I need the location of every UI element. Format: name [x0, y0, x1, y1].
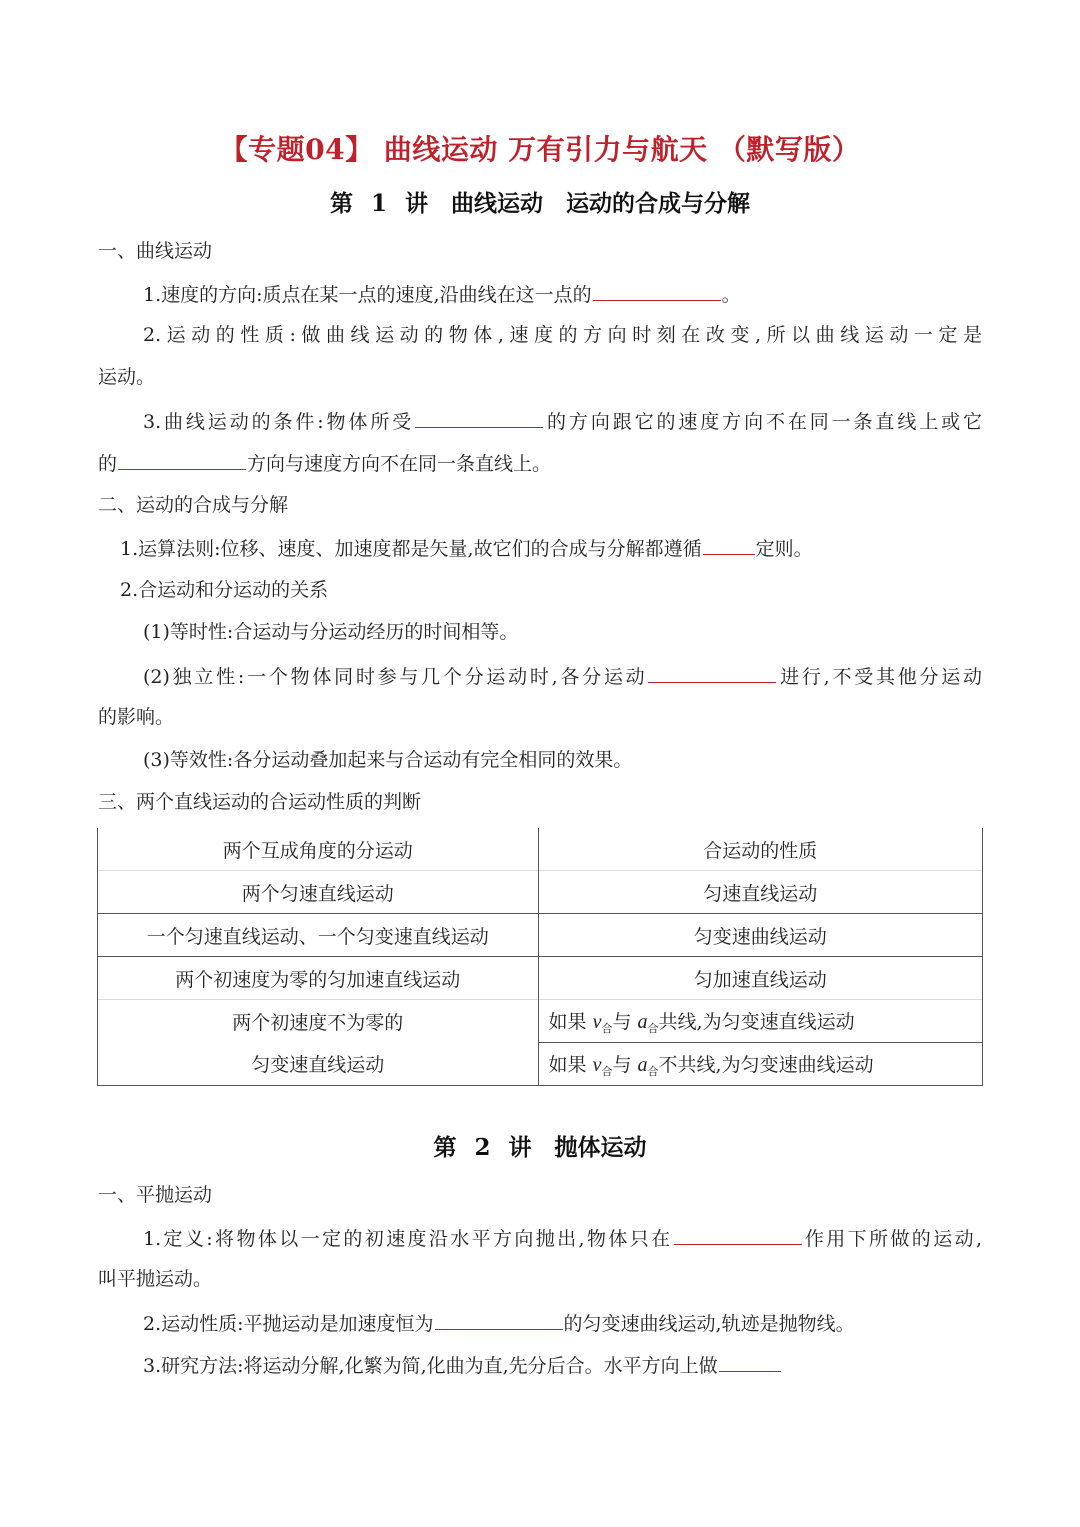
fill-blank[interactable]	[648, 660, 776, 683]
table-row	[98, 871, 983, 914]
table-cell: 匀速直线运动	[538, 871, 982, 914]
section-heading-curve-motion: 一、曲线运动	[98, 240, 213, 262]
table-cell: 两个初速度为零的匀加速直线运动	[98, 957, 539, 1000]
item-motion-nature-line1: 2.运动的性质:做曲线运动的物体,速度的方向时刻在改变,所以曲线运动一定是	[143, 324, 982, 346]
table-header-cell: 两个互成角度的分运动	[98, 828, 539, 871]
table-header-row	[98, 828, 983, 871]
fill-blank[interactable]	[674, 1222, 802, 1245]
item-relation: 2.合运动和分运动的关系	[120, 579, 329, 601]
section-heading-projectile: 一、平抛运动	[98, 1184, 213, 1206]
lecture2-title: 第 2 讲 抛体运动	[433, 1134, 647, 1161]
item-velocity-direction: 1.速度的方向:质点在某一点的速度,沿曲线在这一点的 。	[98, 278, 982, 310]
fill-blank[interactable]	[415, 405, 543, 428]
item-curve-condition-line2: 的 方向与速度方向不在同一条直线上。	[98, 447, 982, 479]
item-motion-property: 2.运动性质:平抛运动是加速度恒为 的匀变速曲线运动,轨迹是抛物线。	[98, 1307, 982, 1339]
table-row	[98, 914, 983, 957]
section-heading-composition: 二、运动的合成与分解	[98, 494, 289, 516]
table-cell: 如果 $v_合$与 $a_合$共线,为匀变速直线运动	[538, 1000, 982, 1043]
table-cell: 两个匀速直线运动	[98, 871, 539, 914]
sub-item-independence-line2: 的影响。	[98, 706, 175, 728]
table-row	[98, 957, 983, 1000]
item-definition-line2: 叫平抛运动。	[98, 1268, 213, 1290]
table-cell: 两个初速度不为零的	[98, 1000, 539, 1043]
table-row	[98, 1000, 983, 1043]
fill-blank[interactable]	[719, 1349, 781, 1372]
fill-blank[interactable]	[118, 447, 246, 470]
table-cell: 如果 $v_合$与 $a_合$不共线,为匀变速曲线运动	[538, 1043, 982, 1086]
item-definition-line1: 1.定义:将物体以一定的初速度沿水平方向抛出,物体只在 作用下所做的运动,	[98, 1222, 982, 1254]
table-cell: 匀变速曲线运动	[538, 914, 982, 957]
judgement-table	[97, 828, 983, 1086]
lecture1-title: 第 1 讲 曲线运动 运动的合成与分解	[329, 190, 751, 217]
sub-item-simultaneity: (1)等时性:合运动与分运动经历的时间相等。	[143, 621, 519, 643]
table-cell: 一个匀速直线运动、一个匀变速直线运动	[98, 914, 539, 957]
table-cell: 匀加速直线运动	[538, 957, 982, 1000]
fill-blank[interactable]	[703, 532, 755, 555]
item-curve-condition-line1: 3.曲线运动的条件:物体所受 的方向跟它的速度方向不在同一条直线上或它	[98, 405, 982, 437]
document-title: 【专题04】 曲线运动 万有引力与航天 （默写版）	[219, 133, 861, 166]
sub-item-independence-line1: (2)独立性:一个物体同时参与几个分运动时,各分运动 进行,不受其他分运动	[98, 660, 982, 692]
item-research-method: 3.研究方法:将运动分解,化繁为简,化曲为直,先分后合。水平方向上做	[98, 1349, 982, 1381]
table-row	[98, 1043, 983, 1086]
fill-blank[interactable]	[435, 1307, 563, 1330]
sub-item-equivalence: (3)等效性:各分运动叠加起来与合运动有完全相同的效果。	[143, 749, 633, 771]
item-operation-rule: 1.运算法则:位移、速度、加速度都是矢量,故它们的合成与分解都遵循 定则。	[98, 532, 982, 564]
table-cell: 匀变速直线运动	[98, 1043, 539, 1086]
section-heading-judgement: 三、两个直线运动的合运动性质的判断	[98, 791, 422, 813]
item-motion-nature-line2: 运动。	[98, 366, 156, 388]
fill-blank[interactable]	[593, 278, 721, 301]
table-header-cell: 合运动的性质	[538, 828, 982, 871]
